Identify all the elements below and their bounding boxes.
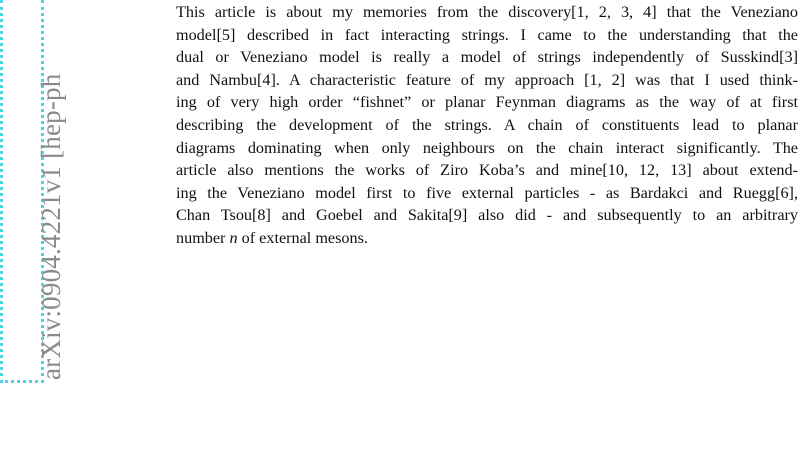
abstract-paragraph xyxy=(149,1,798,250)
abstract-line: and Nambu[4]. A characteristic feature of my approach [1, 2] was that I used think- xyxy=(176,70,798,89)
abstract-line: Chan Tsou[8] and Goebel and Sakita[9] also did - and subsequently to an arbitrary xyxy=(176,206,798,225)
abstract-line: article also mentions the works of Ziro Koba’s and mine[10, 12, 13] about extend- xyxy=(176,161,798,180)
abstract-last-line-suffix: of external mesons. xyxy=(237,228,368,247)
arxiv-identifier: arXiv:0904.4221v1 [hep-ph xyxy=(36,73,66,380)
abstract-line: ing the Veneziano model first to five external particles - as Bardakci and Ruegg[6], xyxy=(176,183,798,202)
abstract-line: This article is about my memories from the discovery[1, 2, 3, 4] that the Veneziano xyxy=(176,3,798,21)
abstract-line: dual or Veneziano model is really a model of strings independently of Susskind[3] xyxy=(176,48,798,67)
variable-n: n xyxy=(229,228,238,247)
abstract-line: describing the development of the strings. A chain of constituents lead to planar xyxy=(176,115,798,134)
abstract-line: ing of very high order “fishnet” or planar Feynman diagrams as the way of at first xyxy=(176,93,798,112)
abstract-last-line-prefix: number xyxy=(176,228,230,247)
abstract-line: diagrams dominating when only neighbours on the chain interact significantly. The xyxy=(176,138,798,157)
abstract-line: model[5] described in fact interacting strings. I came to the understanding that the xyxy=(176,25,798,44)
abstract-last-line xyxy=(149,227,798,250)
arxiv-sidebar-stamp xyxy=(0,0,66,383)
